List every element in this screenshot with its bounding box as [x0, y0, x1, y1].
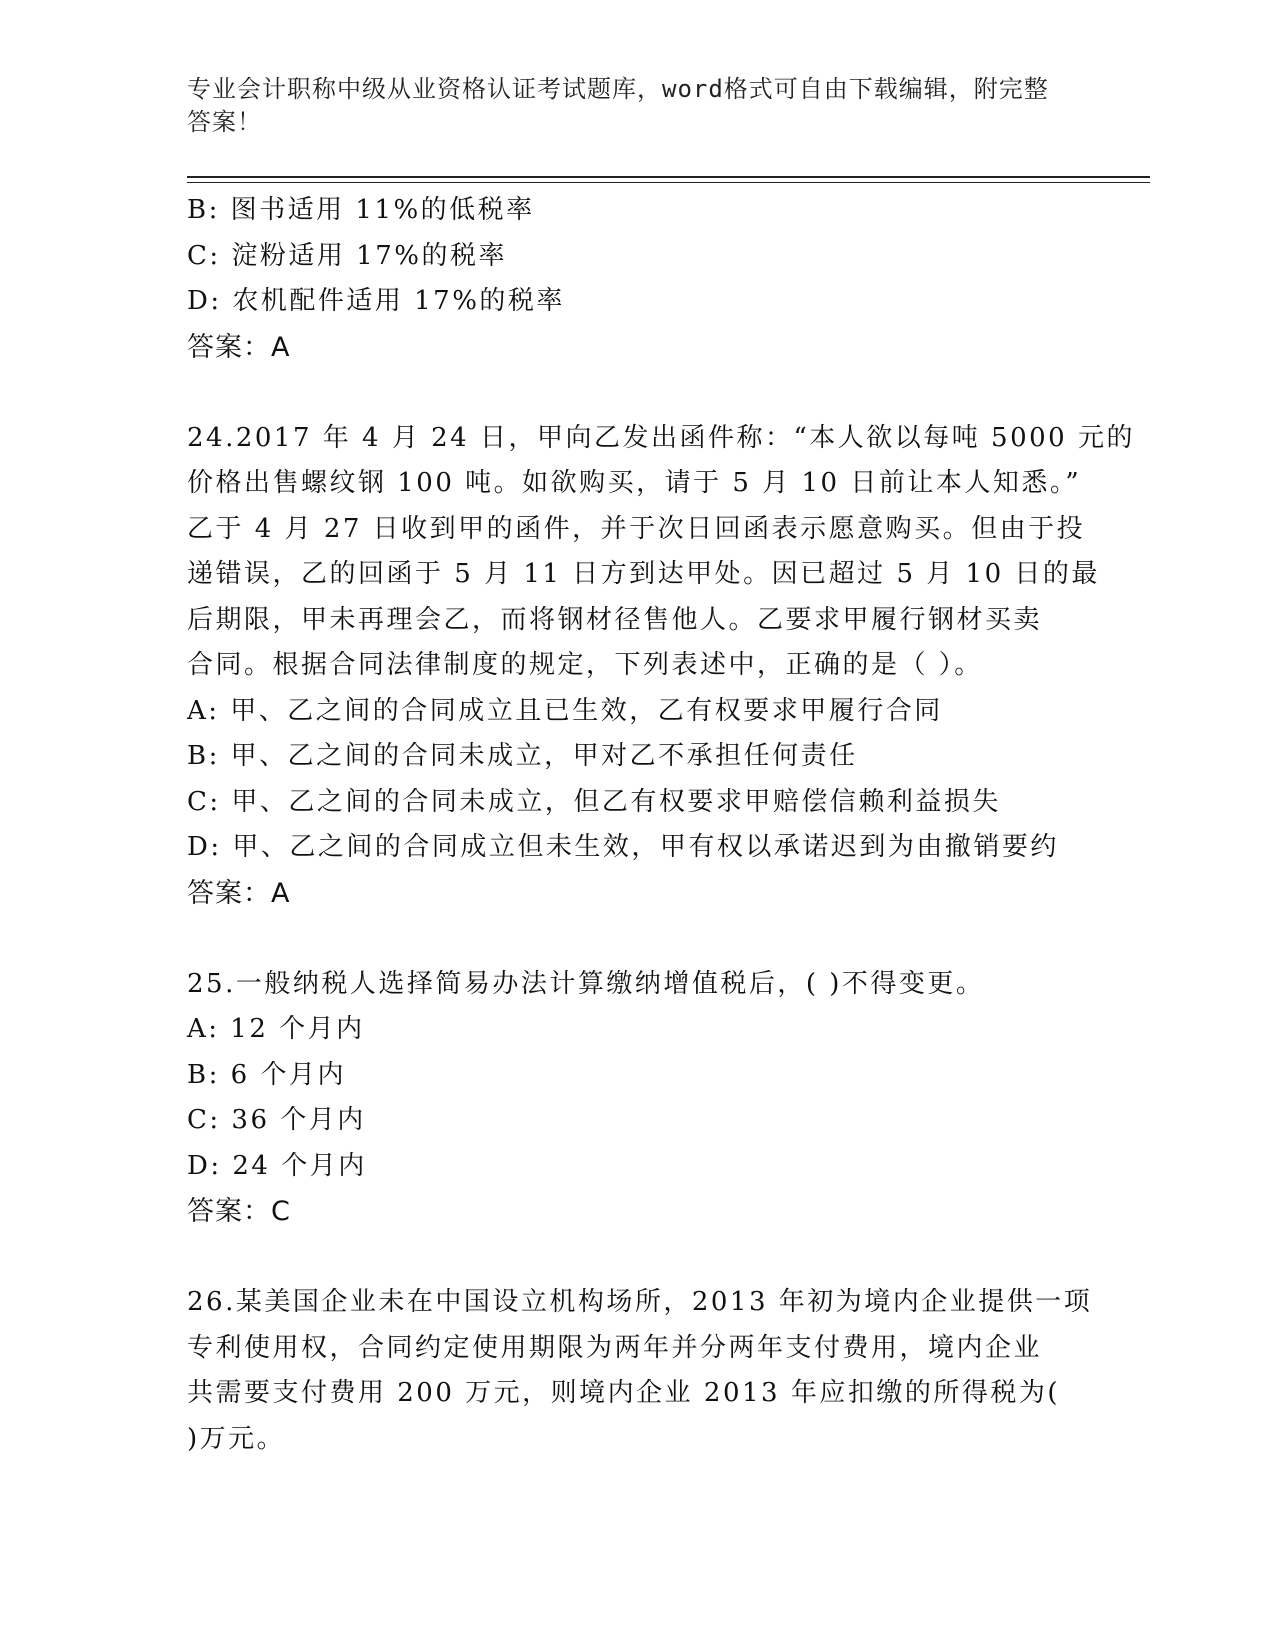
question-25 — [187, 962, 1087, 1235]
question-stem-line: 25.一般纳税人选择简易办法计算缴纳增值税后，( )不得变更。 — [187, 968, 985, 999]
answer-line: 答案：A — [187, 331, 291, 363]
option-a: A: 12 个月内 — [187, 1014, 365, 1044]
answer-line: 答案：A — [187, 877, 291, 909]
option-b: B: 6 个月内 — [187, 1059, 346, 1090]
question-stem-line: 后期限，甲未再理会乙，而将钢材径售他人。乙要求甲履行钢材买卖 — [187, 604, 1043, 635]
document-body — [187, 188, 1135, 1462]
question-stem-line: 价格出售螺纹钢 100 吨。如欲购买，请于 5 月 10 日前让本人知悉。” — [187, 468, 1082, 498]
option-a: A: 甲、乙之间的合同成立且已生效，乙有权要求甲履行合同 — [187, 695, 943, 726]
question-stem-line: 递错误，乙的回函于 5 月 11 日方到达甲处。因已超过 5 月 10 日的最 — [187, 559, 1100, 589]
option-b: B: 图书适用 11%的低税率 — [187, 195, 535, 225]
option-b: B: 甲、乙之间的合同未成立，甲对乙不承担任何责任 — [187, 741, 858, 771]
question-stem-line: 共需要支付费用 200 万元，则境内企业 2013 年应扣缴的所得税为( — [187, 1378, 1060, 1408]
question-stem-line: )万元。 — [187, 1423, 286, 1454]
question-stem-line: 24.2017 年 4 月 24 日，甲向乙发出函件称：“本人欲以每吨 5000 元的 — [187, 422, 1135, 453]
option-c: C: 甲、乙之间的合同未成立，但乙有权要求甲赔偿信赖利益损失 — [187, 786, 1001, 817]
question-26 — [187, 1280, 1093, 1462]
page-header: 专业会计职称中级从业资格认证考试题库，word格式可自由下载编辑，附完整答案！ — [187, 75, 1049, 136]
spacer — [187, 1235, 1087, 1281]
question-24 — [187, 416, 1135, 917]
question-stem-line: 专利使用权，合同约定使用期限为两年并分两年支付费用，境内企业 — [187, 1332, 1043, 1363]
question-stem-line: 26.某美国企业未在中国设立机构场所，2013 年初为境内企业提供一项 — [187, 1287, 1093, 1317]
question-23-tail — [187, 188, 1087, 370]
header-rule-thin — [187, 182, 1150, 183]
spacer — [187, 916, 1087, 962]
option-d: D: 甲、乙之间的合同成立但未生效，甲有权以承诺迟到为由撤销要约 — [187, 832, 1059, 862]
spacer — [187, 370, 1087, 416]
option-c: C: 淀粉适用 17%的税率 — [187, 240, 507, 271]
question-stem-line: 乙于 4 月 27 日收到甲的函件，并于次日回函表示愿意购买。但由于投 — [187, 513, 1086, 544]
header-rule-thick — [187, 176, 1150, 178]
answer-line: 答案：C — [187, 1196, 291, 1227]
question-stem-line: 合同。根据合同法律制度的规定，下列表述中，正确的是（ ）。 — [187, 650, 983, 680]
option-d: D: 24 个月内 — [187, 1150, 367, 1181]
option-c: C: 36 个月内 — [187, 1105, 366, 1135]
option-d: D: 农机配件适用 17%的税率 — [187, 286, 565, 316]
